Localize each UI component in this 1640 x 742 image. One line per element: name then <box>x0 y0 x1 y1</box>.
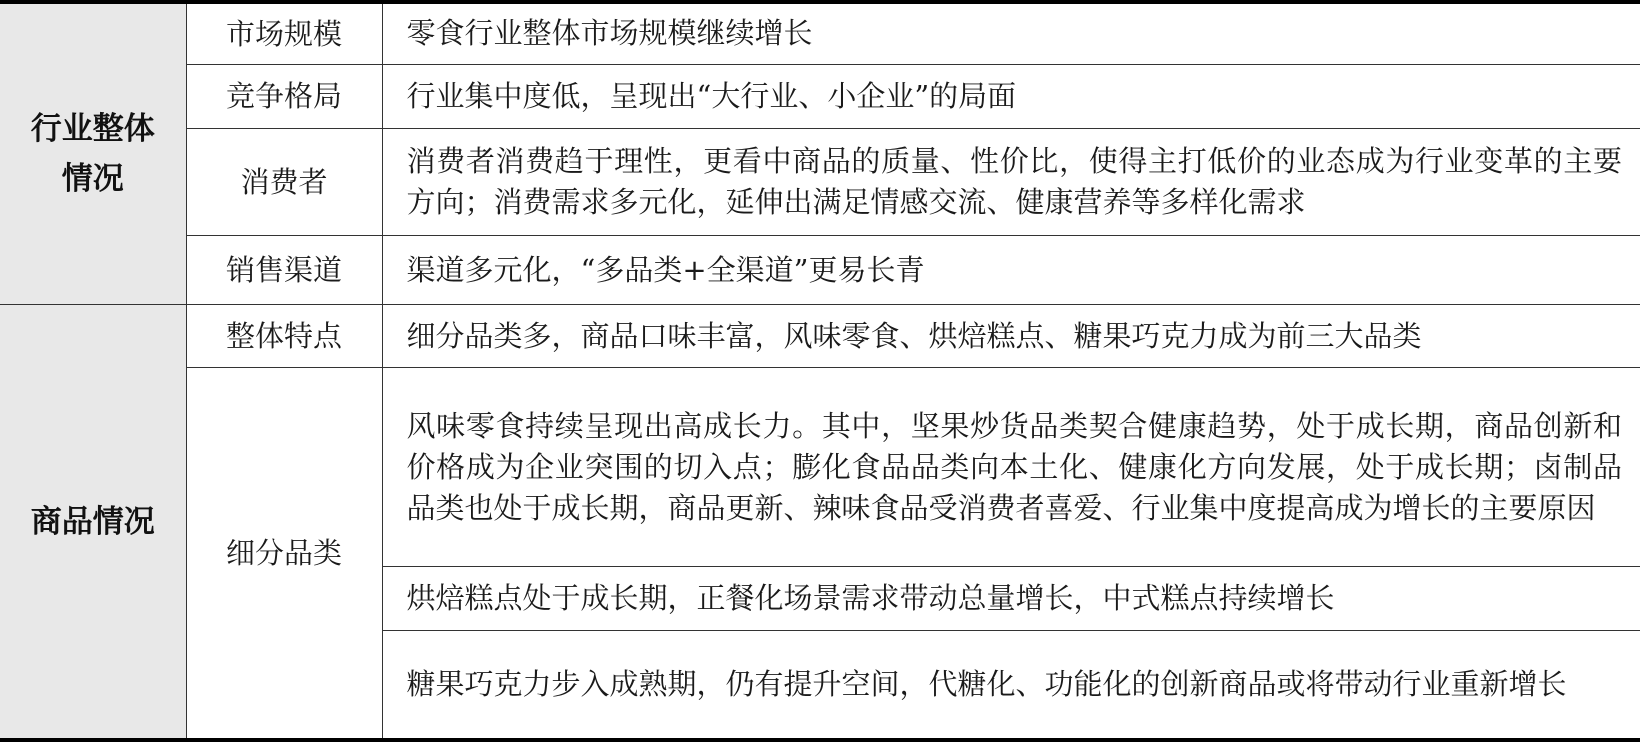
row-desc-overall-features: 细分品类多，商品口味丰富，风味零食、烘焙糕点、糖果巧克力成为前三大品类 <box>382 305 1640 368</box>
section-title-line: 行业整体 <box>30 111 155 148</box>
section-header-industry <box>0 2 186 305</box>
row-desc-market-size: 零食行业整体市场规模继续增长 <box>382 2 1640 64</box>
table-row <box>0 235 1640 304</box>
table-row <box>0 128 1640 235</box>
row-label-sales-channels: 销售渠道 <box>186 235 382 304</box>
row-desc-consumers: 消费者消费趋于理性，更看中商品的质量、性价比，使得主打低价的业态成为行业变革的主要方向；消费需求多元化，延伸出满足情感交流、健康营养等多样化需求 <box>382 128 1640 235</box>
row-label-consumers: 消费者 <box>186 128 382 235</box>
row-desc-bakery: 烘焙糕点处于成长期，正餐化场景需求带动总量增长，中式糕点持续增长 <box>382 567 1640 631</box>
row-desc-sales-channels: 渠道多元化，“多品类+全渠道”更易长青 <box>382 235 1640 304</box>
row-label-subcategories: 细分品类 <box>186 368 382 740</box>
row-desc-competition: 行业集中度低，呈现出“大行业、小企业”的局面 <box>382 64 1640 128</box>
table-row <box>0 305 1640 368</box>
row-label-competition: 竞争格局 <box>186 64 382 128</box>
row-label-overall-features: 整体特点 <box>186 305 382 368</box>
row-desc-candy-chocolate: 糖果巧克力步入成熟期，仍有提升空间，代糖化、功能化的创新商品或将带动行业重新增长 <box>382 631 1640 740</box>
row-desc-savory-snacks: 风味零食持续呈现出高成长力。其中，坚果炒货品类契合健康趋势，处于成长期，商品创新和价格成为企业突围的切入点；膨化食品品类向本土化、健康化方向发展，处于成长期；卤制品品类也处于成长期，商品更新、辣味食品受消费者喜爱、行业集中度提高成为增长的主要原因 <box>382 368 1640 567</box>
table-row <box>0 64 1640 128</box>
table-row <box>0 368 1640 567</box>
section-title-line: 情况 <box>61 161 124 198</box>
section-header-products: 商品情况 <box>0 305 186 740</box>
row-label-market-size: 市场规模 <box>186 2 382 64</box>
table-row <box>0 2 1640 64</box>
